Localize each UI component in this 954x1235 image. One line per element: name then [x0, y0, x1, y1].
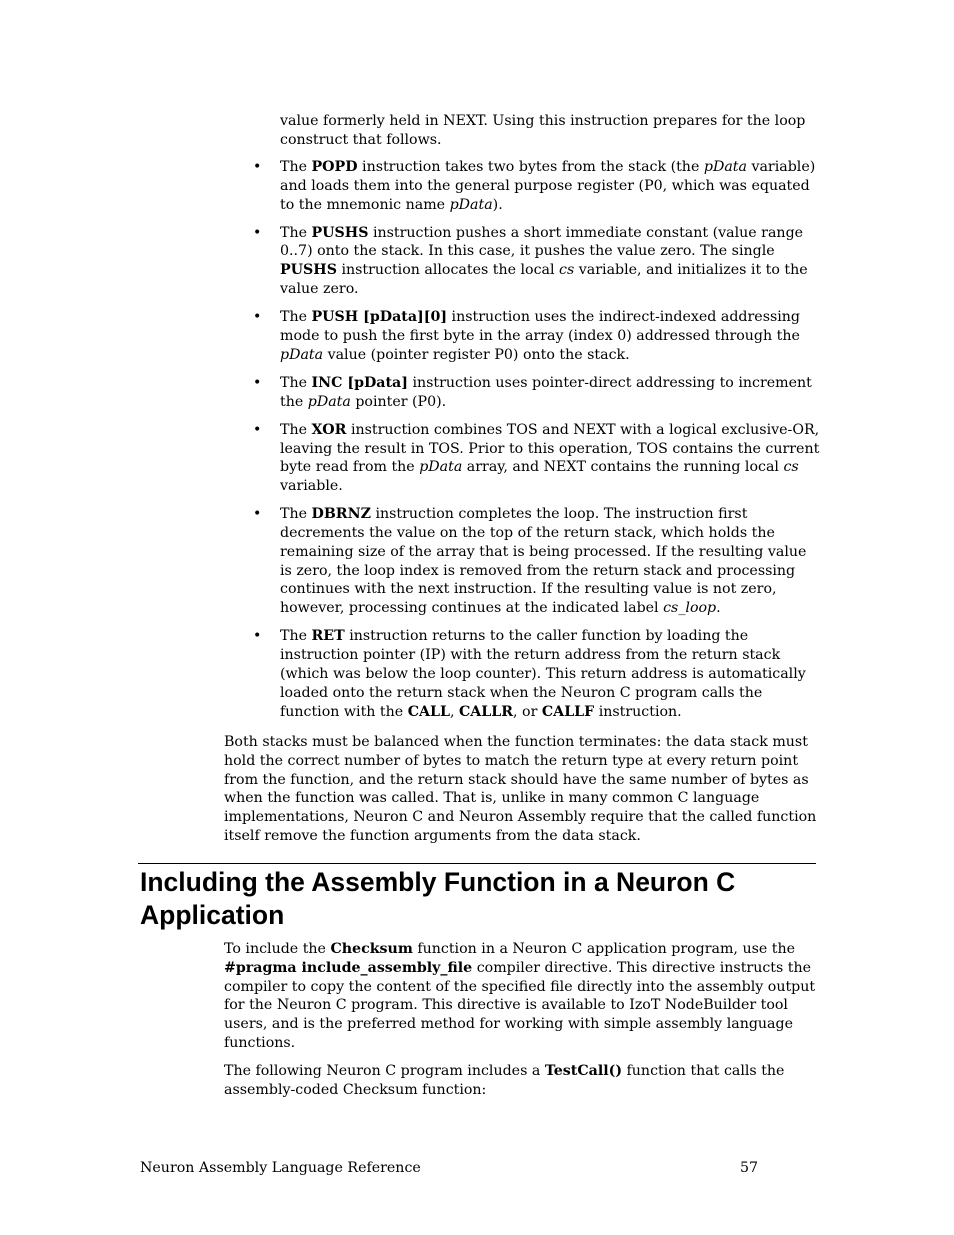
bold-term: PUSH [pData][0] — [311, 309, 448, 326]
bullet-dbrnz — [253, 505, 820, 618]
bullet-text — [280, 375, 812, 410]
text-run: instruction uses the indirect-indexed addressing mode to push the first byte in the array (index 0) addressed through the — [280, 309, 801, 344]
bullet-popd — [253, 158, 820, 214]
bullet-inc-pdata — [253, 374, 820, 412]
bullet-icon: • — [253, 421, 262, 438]
bold-term: XOR — [311, 421, 347, 438]
bullet-icon: • — [253, 224, 262, 241]
bullet-xor — [253, 421, 820, 496]
bullet-icon: • — [253, 309, 262, 326]
include-paragraph-text — [224, 941, 815, 1051]
text-run: pointer (P0). — [350, 393, 447, 410]
text-run: instruction pushes a short immediate constant (value range 0..7) onto the stack. In this case, it pushes the value zero. The single — [280, 224, 804, 260]
stack-balance-paragraph: Both stacks must be balanced when the function terminates: the data stack must hold the correct number of bytes to match the return type at every return point from the function, and the return stack should have the same number of bytes as when the function was called. That is, unlike in many common C language implementations, Neuron C and Neuron Assembly require that the called function itself remove the function arguments from the data stack. — [224, 734, 817, 844]
text-run: variable. — [280, 478, 343, 495]
text-run: variable, and initializes it to the value zero. — [280, 262, 808, 298]
italic-term: cs_loop — [663, 600, 717, 617]
text-run: instruction completes the loop. The instruction first decrements the value on the top of the return stack, which holds the remaining size of the array that is being processed. If the resulting value is zero, the loop index is removed from the return stack and processing continues with the next instruction. If the resulting value is not zero, however, processing continues at the indicated label — [280, 506, 807, 617]
text-run: The — [280, 421, 312, 438]
text-run: , or — [513, 703, 542, 720]
bold-term: Checksum — [330, 941, 413, 957]
text-run: The — [280, 159, 312, 175]
bold-term: CALL — [407, 703, 450, 720]
bold-term: TestCall() — [544, 1063, 623, 1079]
intro-paragraph: value formerly held in NEXT. Using this instruction prepares for the loop construct that follows. — [280, 113, 806, 148]
italic-term: pData — [307, 393, 351, 410]
text-run: function that calls the assembly-coded Checksum function: — [224, 1063, 785, 1098]
bullet-text — [280, 309, 800, 363]
following-paragraph — [224, 1062, 820, 1100]
text-run: The — [280, 506, 312, 523]
instruction-bullet-list — [253, 158, 820, 731]
text-run: value (pointer register P0) onto the stack. — [323, 346, 630, 363]
text-run: instruction uses pointer-direct addressing to increment the — [280, 374, 812, 410]
bold-term: PUSHS — [280, 262, 337, 279]
text-run: , — [449, 703, 459, 720]
italic-term: pData — [280, 346, 324, 363]
footer-page-number: 57 — [740, 1160, 759, 1176]
italic-term: pData — [449, 196, 493, 213]
bold-term: CALLR — [458, 703, 514, 720]
bullet-push-pdata — [253, 308, 820, 364]
bullet-icon: • — [253, 159, 262, 175]
text-run: The — [280, 224, 312, 241]
bold-term: PUSHS — [311, 224, 369, 241]
bullet-icon: • — [253, 628, 262, 645]
italic-term: pData — [703, 159, 747, 175]
text-run: The following Neuron C program includes a — [224, 1063, 545, 1079]
text-run: instruction. — [594, 703, 682, 720]
bullet-text — [280, 422, 819, 494]
text-run: compiler directive. This directive instructs the compiler to copy the content of the specified file directly into the assembly output for the Neuron C program. This directive is available to IzoT NodeBuilder tool users, and is the preferred method for working with simple assembly language functions. — [224, 959, 816, 1051]
bold-term: POPD — [311, 159, 358, 175]
text-run: function in a Neuron C application program, use the — [412, 941, 796, 957]
text-run: instruction combines TOS and NEXT with a logical exclusive-OR, leaving the result in TOS. Prior to this operation, TOS contains the current byte read from the — [280, 421, 820, 476]
text-run: array, and NEXT contains the running local — [462, 459, 784, 476]
text-run: . — [716, 600, 721, 617]
bullet-ret — [253, 627, 820, 721]
bold-term: INC [pData] — [311, 374, 408, 391]
following-paragraph-text — [224, 1063, 784, 1098]
text-run: instruction takes two bytes from the stack (the — [357, 159, 704, 175]
bullet-text — [280, 159, 815, 213]
section-heading: Including the Assembly Function in a Neuron C Application — [140, 867, 736, 930]
text-run: instruction allocates the local — [336, 262, 560, 279]
footer-title: Neuron Assembly Language Reference — [140, 1160, 421, 1176]
bullet-pushs — [253, 224, 820, 299]
bullet-icon: • — [253, 506, 262, 523]
text-run: ). — [492, 196, 503, 213]
bold-term: RET — [311, 628, 345, 645]
bullet-text — [280, 506, 806, 616]
italic-term: pData — [419, 459, 463, 476]
bullet-text — [280, 225, 808, 297]
italic-term: cs — [559, 262, 575, 279]
bold-term: CALLF — [541, 703, 595, 720]
text-run: instruction returns to the caller function by loading the instruction pointer (IP) with the return address from the return stack (which was below the loop counter). This return address is automatically loaded onto the return stack when the Neuron C program calls the function with the — [280, 628, 806, 720]
text-run: variable) and loads them into the general purpose register (P0, which was equated to the mnemonic name — [280, 159, 816, 213]
text-run: To include the — [224, 941, 331, 957]
bullet-text — [280, 628, 806, 719]
bold-term: DBRNZ — [311, 506, 371, 523]
section-divider — [138, 863, 816, 864]
text-run: The — [280, 309, 312, 326]
bold-term: #pragma include_assembly_file — [224, 959, 473, 976]
text-run: The — [280, 628, 312, 645]
italic-term: cs — [783, 459, 799, 476]
text-run: The — [280, 374, 312, 391]
include-paragraph — [224, 940, 820, 1053]
bullet-icon: • — [253, 374, 262, 391]
